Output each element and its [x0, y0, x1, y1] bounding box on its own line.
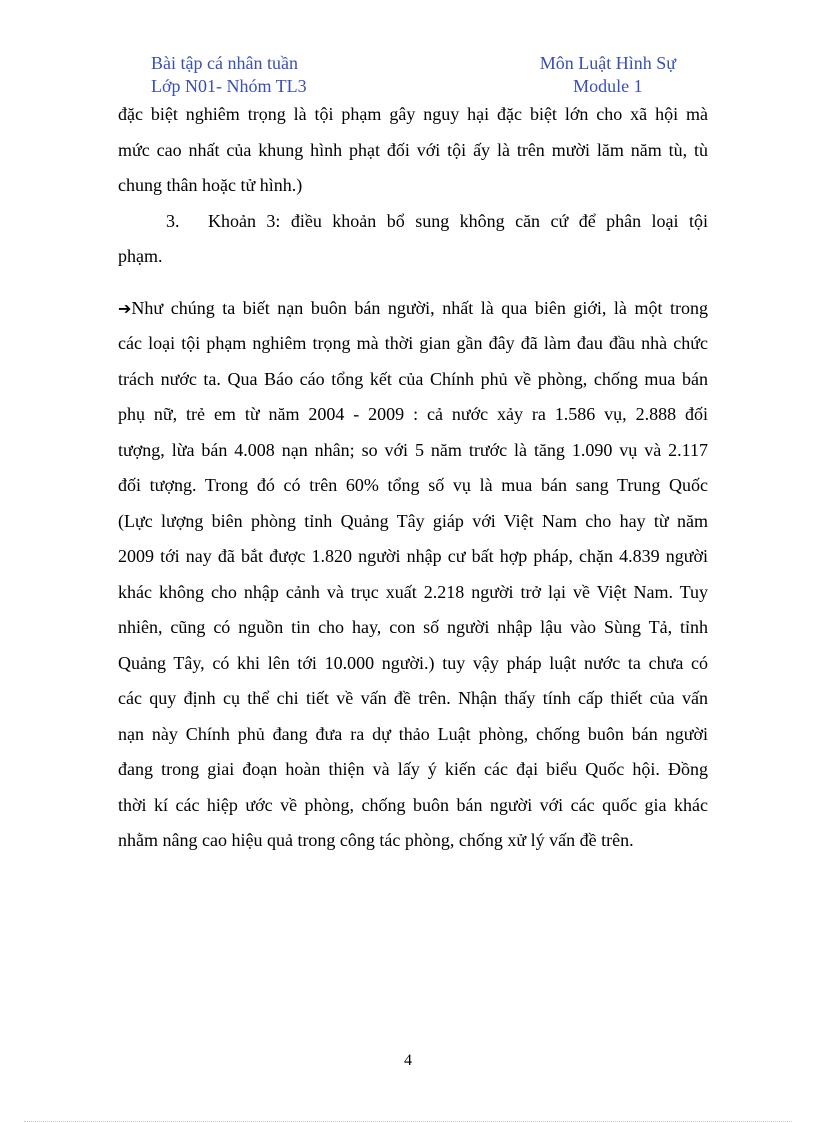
header-class-group: Lớp N01- Nhóm TL3 [151, 76, 307, 96]
header-subject: Môn Luật Hình Sự [539, 53, 676, 73]
text-line: chung thân hoặc tử hình.) [118, 175, 303, 195]
clause-3 [118, 203, 708, 274]
header-right [540, 52, 676, 98]
text-line: thời kí các hiệp ước về phòng, chống buôn bán người với các quốc gia khác [118, 794, 708, 815]
page-number: 4 [404, 1052, 412, 1069]
paragraph-continued [118, 96, 708, 203]
header-course-type: Bài tập cá nhân tuần [151, 53, 298, 73]
text-line: Quảng Tây, có khi lên tới 10.000 người.) tuy vậy pháp luật nước ta chưa có [118, 652, 708, 673]
text-line: nhiên, cũng có nguồn tin cho hay, con số người nhập lậu vào Sùng Tả, tỉnh [118, 617, 708, 637]
text-line: đang trong giai đoạn hoàn thiện và lấy ý kiến các đại biểu Quốc hội. Đồng [118, 759, 708, 779]
body-text [118, 96, 708, 858]
text-line: nhằm nâng cao hiệu quả trong công tác phòng, chống xử lý vấn đề trên. [118, 830, 634, 850]
page-header [118, 52, 716, 98]
clause-3-line: phạm. [118, 246, 163, 266]
text-line: phụ nữ, trẻ em từ năm 2004 - 2009 : cả nước xảy ra 1.586 vụ, 2.888 đối [118, 404, 708, 424]
text-line: nạn này Chính phủ đang đưa ra dự thảo Luật phòng, chống buôn bán người [118, 723, 708, 744]
text-line: (Lực lượng biên phòng tỉnh Quảng Tây giáp với Việt Nam cho hay từ năm [118, 510, 708, 531]
conclusion-paragraph [118, 290, 708, 858]
header-module: Module 1 [573, 76, 643, 96]
text-line: đặc biệt nghiêm trọng là tội phạm gây nguy hại đặc biệt lớn cho xã hội mà [118, 104, 708, 124]
header-left [151, 52, 307, 98]
text-line: 2009 tới nay đã bắt được 1.820 người nhập cư bất hợp pháp, chặn 4.839 người [118, 546, 708, 566]
text-line: các quy định cụ thể chi tiết về vấn đề trên. Nhận thấy tính cấp thiết của vấn [118, 688, 708, 708]
text-line: đối tượng. Trong đó có trên 60% tổng số vụ là mua bán sang Trung Quốc [118, 475, 708, 495]
paragraph-gap [118, 274, 708, 290]
clause-number: 3. [166, 210, 180, 231]
text-line: khác không cho nhập cảnh và trục xuất 2.218 người trở lại về Việt Nam. Tuy [118, 581, 708, 602]
arrow-icon: ➔ [118, 298, 132, 318]
text-line: trách nước ta. Qua Báo cáo tổng kết của Chính phủ về phòng, chống mua bán [118, 368, 708, 389]
text-line [118, 290, 708, 326]
clause-text: Khoản 3: điều khoản bổ sung không căn cứ để phân loại tội [208, 210, 708, 231]
text-line: tượng, lừa bán 4.008 nạn nhân; so với 5 năm trước là tăng 1.090 vụ và 2.117 [118, 439, 708, 460]
conclusion-first-line: Như chúng ta biết nạn buôn bán người, nhất là qua biên giới, là một trong [131, 297, 708, 318]
page-bottom-divider [24, 1121, 792, 1122]
clause-3-line [118, 203, 708, 239]
text-line: mức cao nhất của khung hình phạt đối với tội ấy là trên mười lăm năm tù, tù [118, 139, 708, 160]
text-line: các loại tội phạm nghiêm trọng mà thời gian gần đây đã làm đau đầu nhà chức [118, 333, 708, 353]
